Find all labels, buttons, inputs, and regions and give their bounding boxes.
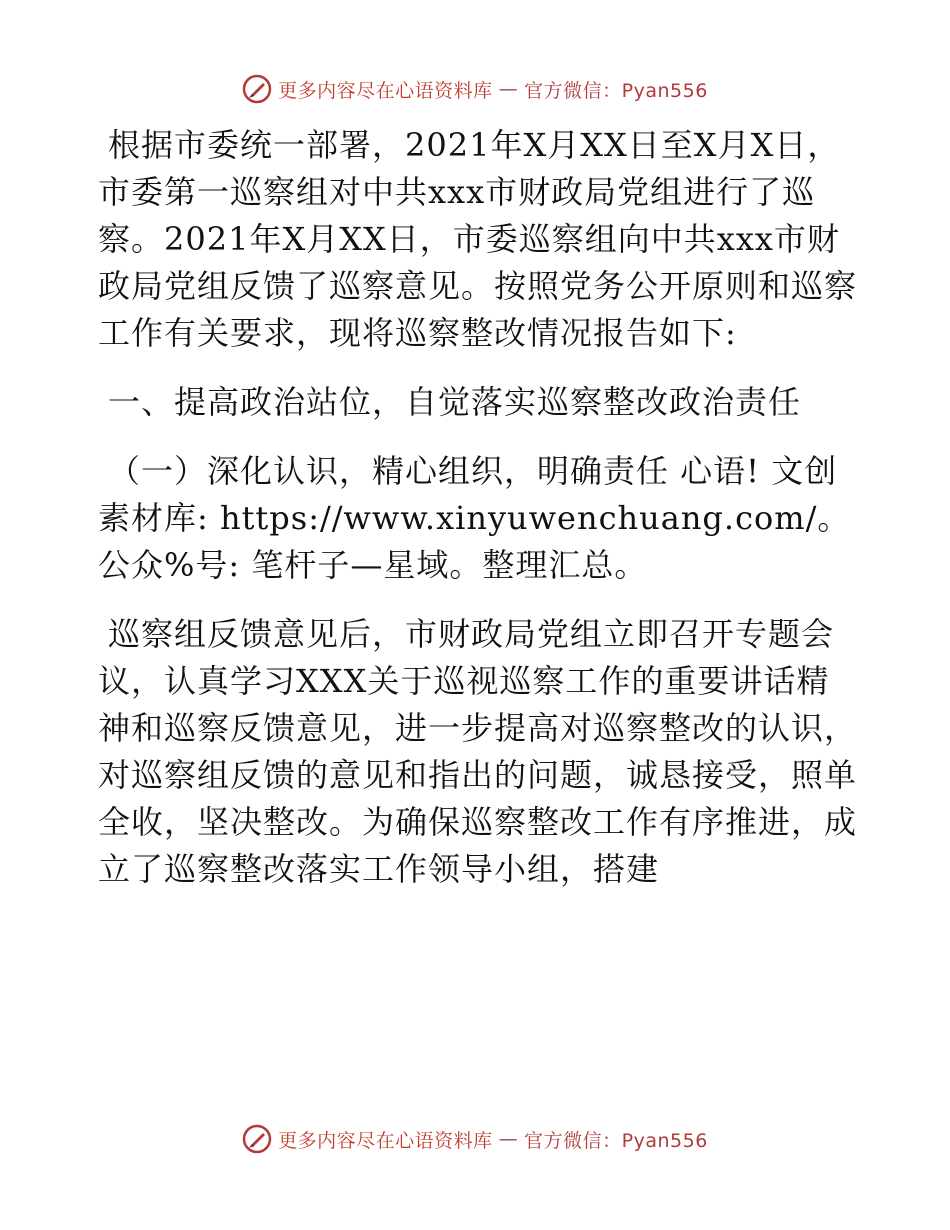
header-watermark-banner: [0, 74, 950, 104]
quill-logo-icon: [242, 1124, 272, 1154]
banner-wechat-text: 官方微信：Pyan556: [524, 79, 708, 102]
document-body: [98, 122, 858, 915]
quill-logo-icon: [242, 74, 272, 104]
banner-brand-text: 更多内容尽在心语资料库: [278, 79, 493, 102]
footer-watermark-banner: [0, 1124, 950, 1154]
banner-wechat-text: 官方微信：Pyan556: [524, 1129, 708, 1152]
section-heading: 一、提高政治站位，自觉落实巡察整改政治责任: [108, 383, 802, 421]
banner-brand-text: 更多内容尽在心语资料库: [278, 1129, 493, 1152]
intro-paragraph: 根据市委统一部署，2021年X月XX日至X月X日，市委第一巡察组对中共xxx市财政局党组进行了巡察。2021年X月XX日，市委巡察组向中共xxx市财政局党组反馈了巡察意见。按照党务公开原则和巡察工作有关要求，现将巡察整改情况报告如下:: [98, 126, 858, 352]
body-paragraph: 巡察组反馈意见后，市财政局党组立即召开专题会议，认真学习XXX关于巡视巡察工作的重要讲话精神和巡察反馈意见，进一步提高对巡察整改的认识，对巡察组反馈的意见和指出的问题，诚恳接受，照单全收，坚决整改。为确保巡察整改工作有序推进，成立了巡察整改落实工作领导小组，搭建: [98, 615, 858, 888]
banner-separator: —: [498, 1128, 519, 1150]
banner-separator: —: [498, 78, 519, 100]
subsection-heading: （一）深化认识，精心组织，明确责任 心语! 文创素材库: https://www.xinyuwenchuang.com/。公众%号: 笔杆子—星域。整理汇总。: [98, 452, 851, 584]
